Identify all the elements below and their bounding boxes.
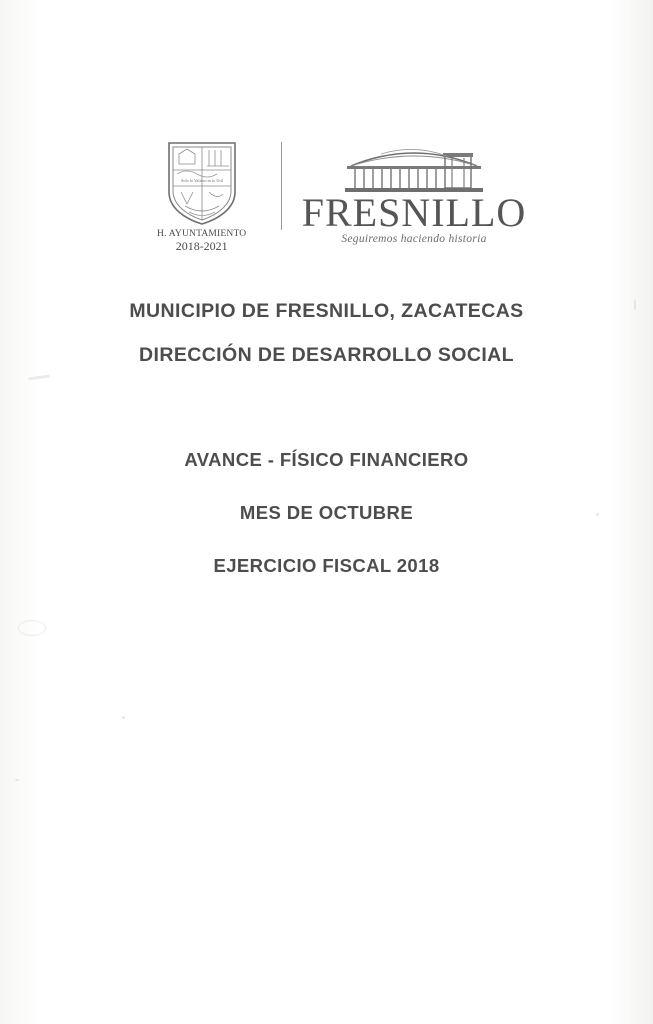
scan-artifact [18, 620, 46, 636]
letterhead-divider [281, 142, 282, 230]
title-block [0, 300, 653, 577]
letterhead [0, 140, 653, 253]
fresnillo-wordmark [301, 190, 527, 235]
coat-of-arms-caption [157, 229, 246, 253]
fresnillo-wordmark-text: FRESNILLO [301, 190, 527, 235]
period-title: MES DE OCTUBRE [239, 502, 414, 523]
ayuntamiento-label: H. AYUNTAMIENTO [157, 229, 247, 239]
department-title: DIRECCIÓN DE DESARROLLO SOCIAL [139, 344, 514, 366]
organization-title: MUNICIPIO DE FRESNILLO, ZACATECAS [129, 300, 524, 322]
scan-artifact [15, 779, 19, 781]
fresnillo-kiosk-icon [321, 142, 507, 196]
fresnillo-tagline: Seguiremos haciendo historia [341, 233, 487, 246]
fiscal-year-title: EJERCICIO FISCAL 2018 [213, 555, 440, 576]
fresnillo-brand-block [302, 140, 527, 245]
coat-of-arms-block [127, 140, 277, 253]
ayuntamiento-period: 2018-2021 [175, 238, 228, 253]
coat-of-arms-icon [165, 140, 239, 226]
svg-text:Solo lo Valioso es lo Util: Solo lo Valioso es lo Util [180, 178, 223, 183]
scan-artifact [122, 716, 125, 719]
document-type-title: AVANCE - FÍSICO FINANCIERO [184, 449, 469, 470]
